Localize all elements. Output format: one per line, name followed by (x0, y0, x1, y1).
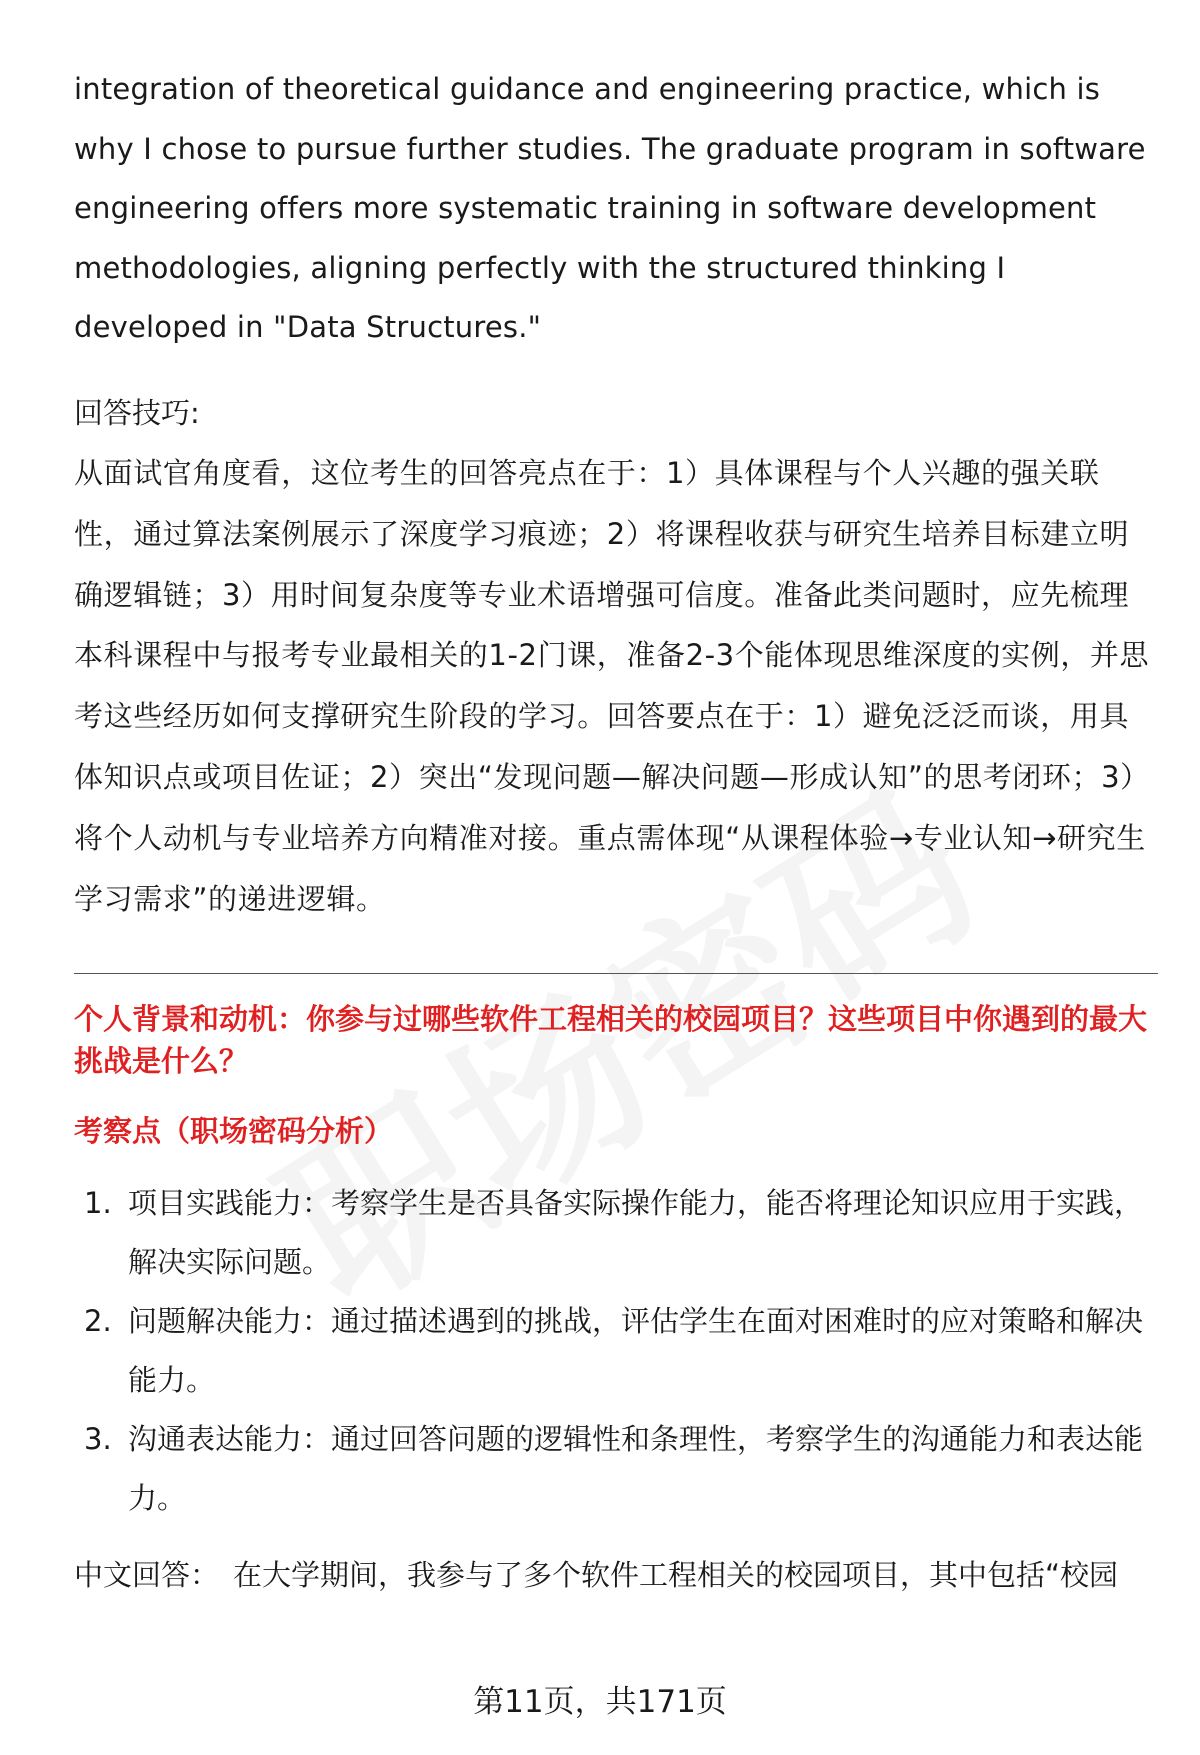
english-answer-paragraph: integration of theoretical guidance and engineering practice, which is why I chose to pursue further studies. The graduate program in software engineering offers more systematic training in software development methodologies, aligning perfectly with the structured thinking I developed in "Data Structures." (74, 72, 1146, 344)
list-item (74, 1174, 1158, 1292)
list-item (74, 1410, 1158, 1528)
assessment-points-heading: 考察点（职场密码分析） (74, 1114, 394, 1149)
list-item-number: 2. (84, 1304, 112, 1339)
list-item-text: 问题解决能力：通过描述遇到的挑战，评估学生在面对困难时的应对策略和解决能力。 (128, 1304, 1144, 1398)
list-item-text: 沟通表达能力：通过回答问题的逻辑性和条理性，考察学生的沟通能力和表达能力。 (128, 1422, 1144, 1516)
chinese-answer-label: 中文回答： (74, 1558, 220, 1593)
section-divider (74, 973, 1158, 974)
question-heading: 个人背景和动机：你参与过哪些软件工程相关的校园项目？这些项目中你遇到的最大挑战是什么？ (74, 1002, 1148, 1079)
chinese-answer (74, 1546, 1158, 1605)
list-item (74, 1292, 1158, 1410)
list-item-number: 1. (84, 1186, 112, 1221)
list-item-text: 项目实践能力：考察学生是否具备实际操作能力，能否将理论知识应用于实践，解决实际问题。 (128, 1186, 1144, 1280)
tips-body: 从面试官角度看，这位考生的回答亮点在于：1）具体课程与个人兴趣的强关联性，通过算法案例展示了深度学习痕迹；2）将课程收获与研究生培养目标建立明确逻辑链；3）用时间复杂度等专业术语增强可信度。准备此类问题时，应先梳理本科课程中与报考专业最相关的1-2门课，准备2-3个能体现思维深度的实例，并思考这些经历如何支撑研究生阶段的学习。回答要点在于：1）避免泛泛而谈，用具体知识点或项目佐证；2）突出“发现问题—解决问题—形成认知”的思考闭环；3）将个人动机与专业培养方向精准对接。重点需体现“从课程体验→专业认知→研究生学习需求”的递进逻辑。 (74, 456, 1150, 916)
page-content (74, 60, 1158, 1605)
assessment-points-list (74, 1174, 1158, 1528)
chinese-answer-text: 在大学期间，我参与了多个软件工程相关的校园项目，其中包括“校园 (233, 1558, 1119, 1593)
page-number-footer: 第11页，共171页 (473, 1684, 727, 1720)
list-item-number: 3. (84, 1422, 112, 1457)
tips-label: 回答技巧: (74, 395, 200, 430)
